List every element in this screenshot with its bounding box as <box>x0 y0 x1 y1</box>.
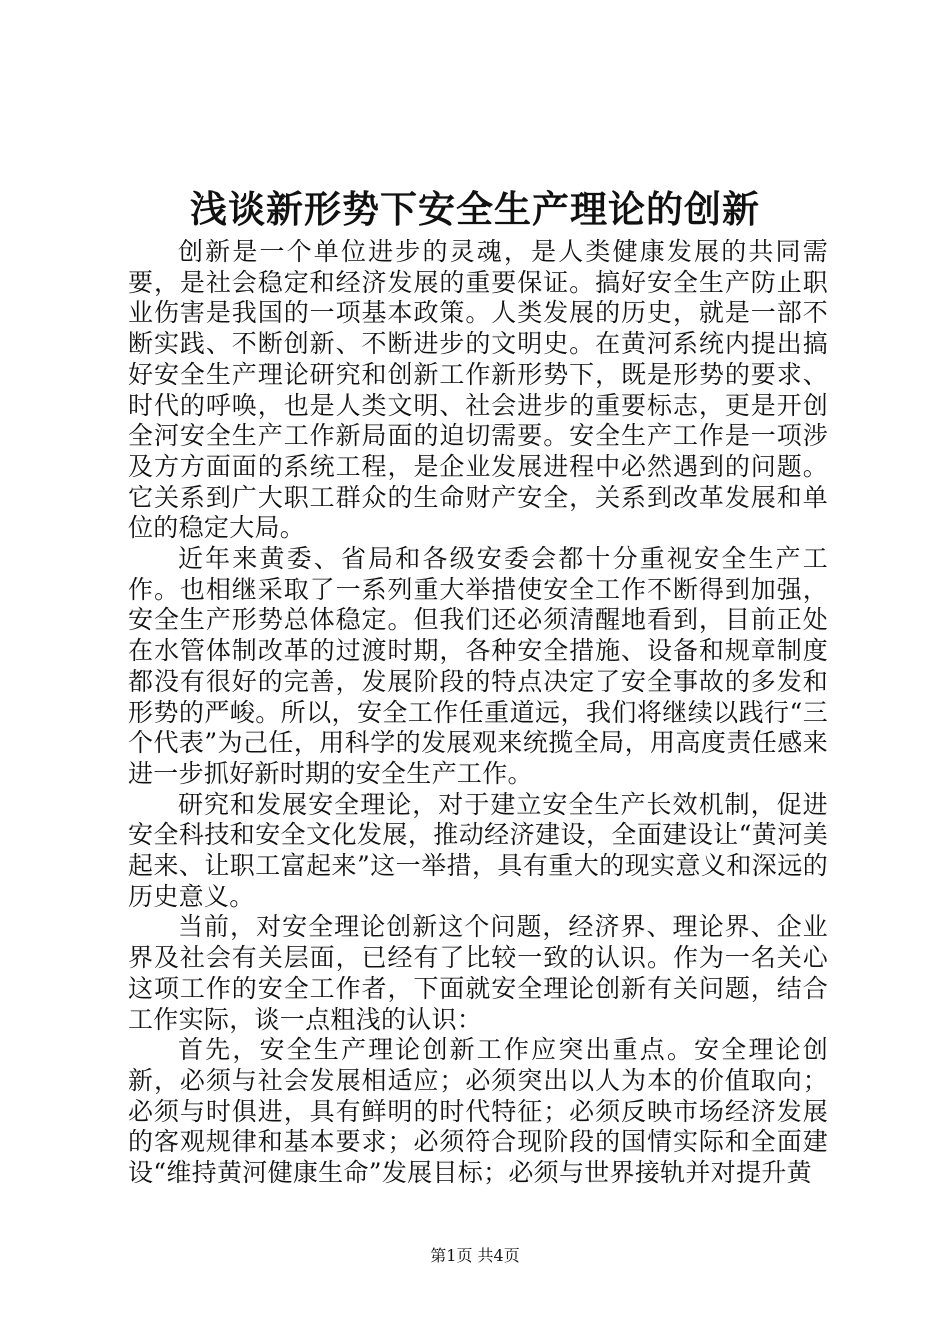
page-number-footer: 第1页 共4页 <box>430 1246 520 1265</box>
paragraph-5: 首先，安全生产理论创新工作应突出重点。安全理论创新，必须与社会发展相适应；必须突出以人为本的价值取向；必须与时俱进，具有鲜明的时代特征；必须反映市场经济发展的客观规律和基本要求；必须符合现阶段的国情实际和全面建设“维持黄河健康生命”发展目标；必须与世界接轨并对提升黄 <box>128 1035 828 1188</box>
paragraph-3: 研究和发展安全理论，对于建立安全生产长效机制，促进安全科技和安全文化发展，推动经济建设，全面建设让“黄河美起来、让职工富起来”这一举措，具有重大的现实意义和深远的历史意义。 <box>128 789 828 911</box>
paragraph-1: 创新是一个单位进步的灵魂，是人类健康发展的共同需要，是社会稳定和经济发展的重要保证。搞好安全生产防止职业伤害是我国的一项基本政策。人类发展的历史，就是一部不断实践、不断创新、不断进步的文明史。在黄河系统内提出搞好安全生产理论研究和创新工作新形势下，既是形势的要求、时代的呼唤，也是人类文明、社会进步的重要标志，更是开创全河安全生产工作新局面的迫切需要。安全生产工作是一项涉及方方面面的系统工程，是企业发展进程中必然遇到的问题。它关系到广大职工群众的生命财产安全，关系到改革发展和单位的稳定大局。 <box>128 237 828 543</box>
paragraph-4: 当前，对安全理论创新这个问题，经济界、理论界、企业界及社会有关层面，已经有了比较一致的认识。作为一名关心这项工作的安全工作者，下面就安全理论创新有关问题，结合工作实际，谈一点粗浅的认识： <box>128 912 828 1034</box>
paragraph-2: 近年来黄委、省局和各级安委会都十分重视安全生产工作。也相继采取了一系列重大举措使安全工作不断得到加强，安全生产形势总体稳定。但我们还必须清醒地看到，目前正处在水管体制改革的过渡时期，各种安全措施、设备和规章制度都没有很好的完善，发展阶段的特点决定了安全事故的多发和形势的严峻。所以，安全工作任重道远，我们将继续以践行“三个代表”为己任，用科学的发展观来统揽全局，用高度责任感来进一步抓好新时期的安全生产工作。 <box>128 544 828 788</box>
page-title: 浅谈新形势下安全生产理论的创新 <box>190 187 760 231</box>
article-body <box>128 237 828 1189</box>
